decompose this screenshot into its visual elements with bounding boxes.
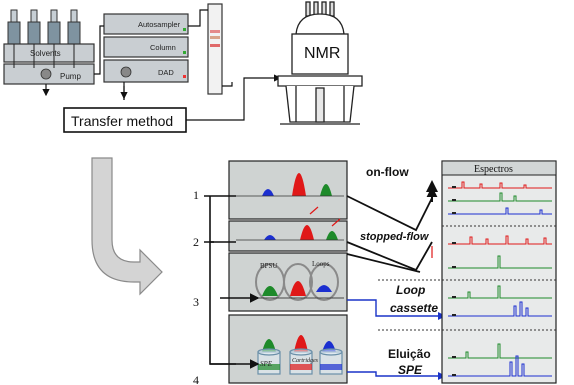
transfer-method-label: Transfer method [71, 113, 174, 129]
solvent-bottles [8, 10, 80, 44]
mode-number-1: 1 [193, 188, 199, 202]
separation-column [208, 4, 222, 94]
dad-label: DAD [158, 68, 174, 77]
loop-cassette-label-line1: Loop [396, 283, 426, 297]
loop-cassette-label-line2: cassette [390, 301, 439, 315]
solvents-label: Solvents [30, 49, 61, 58]
spectra-panel [442, 161, 556, 383]
dad-detector-icon [121, 67, 131, 77]
stopped-flow-label: stopped-flow [360, 231, 429, 243]
elution-label-line1: Eluição [388, 347, 431, 361]
column-label: Column [150, 43, 176, 52]
flow-direction-arrow [92, 158, 162, 294]
cartridges-label: Cartridges [292, 358, 319, 364]
nmr-label: NMR [304, 45, 341, 62]
mode-transfer-lines [347, 188, 432, 272]
bpsu-label: BPSU [260, 262, 278, 270]
dad-box [104, 60, 188, 82]
loops-label: Loops [312, 260, 330, 268]
spe-label: SPE [260, 360, 273, 368]
autosampler-label: Autosampler [138, 20, 181, 29]
nmr-magnet [278, 2, 362, 124]
mode-number-4: 4 [193, 373, 199, 385]
mode-number-2: 2 [193, 235, 199, 249]
elution-label-line2: SPE [398, 363, 423, 377]
on-flow-label: on-flow [366, 165, 409, 179]
pump-icon [41, 69, 51, 79]
pump-label: Pump [60, 72, 81, 81]
spectra-title: Espectros [474, 164, 513, 175]
mode-number-3: 3 [193, 295, 199, 309]
